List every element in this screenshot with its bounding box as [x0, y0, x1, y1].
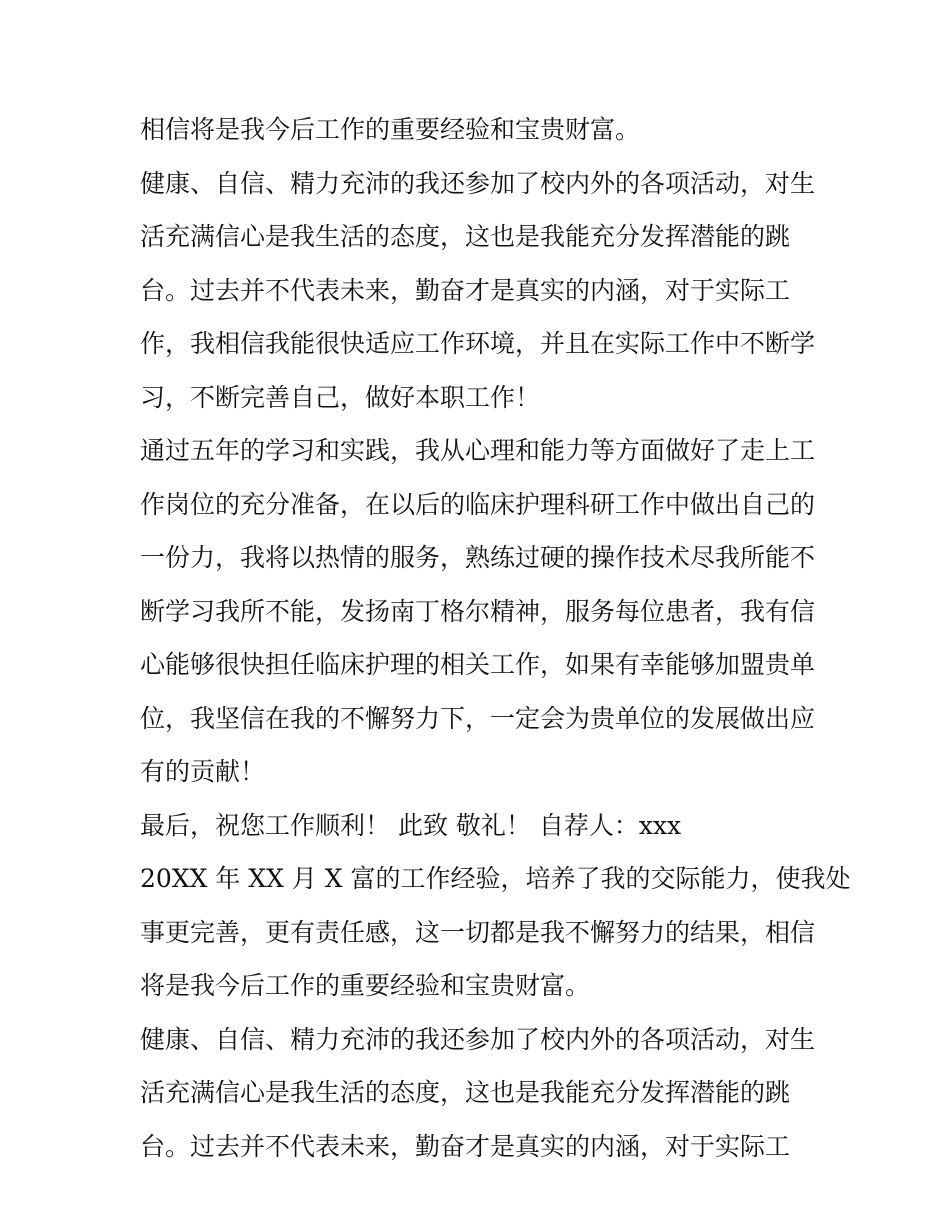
text-line: 台。过去并不代表未来，勤奋才是真实的内涵，对于实际工	[140, 275, 791, 305]
text-line: 20XX 年 XX 月 X 富的工作经验，培养了我的交际能力，使我处	[140, 864, 851, 893]
text-line: 活充满信心是我生活的态度，这也是我能充分发挥潜能的跳	[140, 222, 791, 251]
text-line: 事更完善，更有责任感，这一切都是我不懈努力的结果，相信	[140, 917, 816, 947]
text-line: 通过五年的学习和实践，我从心理和能力等方面做好了走上工	[140, 436, 816, 465]
text-line: 健康、自信、精力充沛的我还参加了校内外的各项活动，对生	[140, 168, 816, 198]
text-line: 一份力，我将以热情的服务，熟练过硬的操作技术尽我所能不	[140, 543, 816, 572]
text-line: 将是我今后工作的重要经验和宝贵财富。	[140, 971, 591, 1000]
text-line: 活充满信心是我生活的态度，这也是我能充分发挥潜能的跳	[140, 1078, 791, 1107]
text-line: 位，我坚信在我的不懈努力下，一定会为贵单位的发展做出应	[140, 703, 816, 733]
text-line: 健康、自信、精力充沛的我还参加了校内外的各项活动，对生	[140, 1024, 816, 1054]
text-line: 相信将是我今后工作的重要经验和宝贵财富。	[140, 115, 641, 144]
text-line: 断学习我所不能，发扬南丁格尔精神，服务每位患者，我有信	[140, 596, 816, 626]
text-line: 习，不断完善自己，做好本职工作！	[140, 382, 541, 412]
body-text	[140, 103, 851, 1173]
text-line: 台。过去并不代表未来，勤奋才是真实的内涵，对于实际工	[140, 1131, 791, 1161]
text-line: 作岗位的充分准备，在以后的临床护理科研工作中做出自己的	[140, 489, 816, 519]
text-line: 有的贡献！	[140, 757, 266, 786]
text-line: 心能够很快担任临床护理的相关工作，如果有幸能够加盟贵单	[140, 650, 816, 679]
closing-line: 最后，祝您工作顺利！ 此致 敬礼！ 自荐人：xxx	[140, 810, 682, 840]
text-line: 作，我相信我能很快适应工作环境，并且在实际工作中不断学	[140, 329, 816, 358]
